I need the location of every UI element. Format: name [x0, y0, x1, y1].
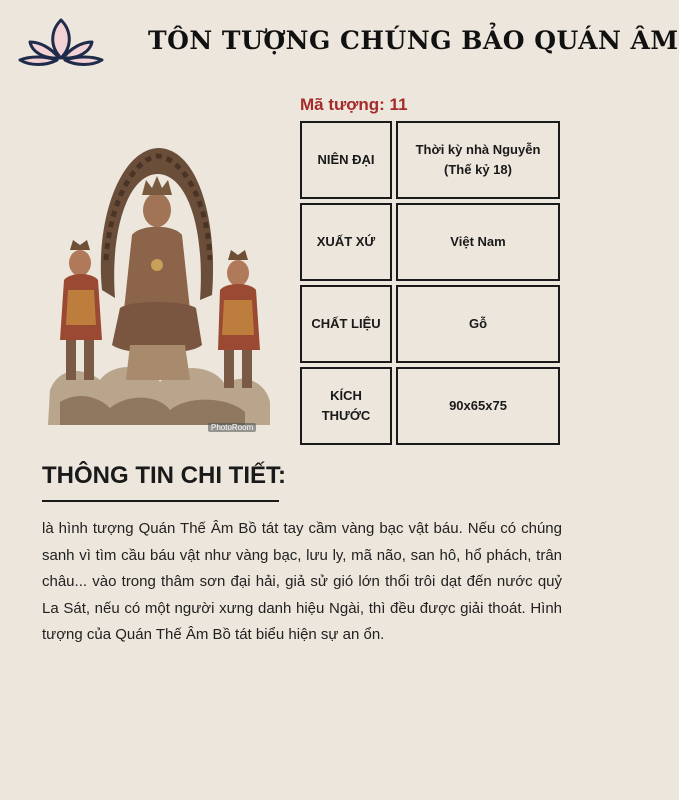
spec-row-material	[300, 285, 560, 363]
spec-value: Gỗ	[396, 285, 560, 363]
heading-divider	[42, 500, 279, 502]
spec-table	[296, 117, 564, 449]
page-title: TÔN TƯỢNG CHÚNG BẢO QUÁN ÂM	[148, 26, 679, 55]
spec-value-line: Thời kỳ nhà Nguyễn	[415, 142, 541, 157]
spec-label: NIÊN ĐẠI	[300, 121, 392, 199]
statue-code-label: Mã tượng: 11	[300, 95, 408, 114]
spec-row-origin	[300, 203, 560, 281]
photo-watermark: PhotoRoom	[208, 423, 256, 432]
details-heading: THÔNG TIN CHI TIẾT:	[42, 462, 286, 489]
statue-image	[40, 140, 275, 440]
lotus-icon	[16, 12, 106, 72]
spec-value	[396, 121, 560, 199]
details-body: là hình tượng Quán Thế Âm Bồ tát tay cầm vàng bạc vật báu. Nếu có chúng sanh vì tìm cầu báu vật như vàng bạc, lưu ly, mã não, san hô, hổ phách, trân châu... vào trong thâm sơn đại hải, giả sử gió lớn thổi trôi dạt đến nước quỷ La Sát, nếu có một người xưng danh hiệu Ngài, thì đều được giải thoát. Hình tượng của Quán Thế Âm Bồ tát biểu hiện sự an ổn.	[42, 520, 562, 643]
spec-label: CHẤT LIỆU	[300, 285, 392, 363]
spec-row-era	[300, 121, 560, 199]
spec-label: KÍCH THƯỚC	[300, 367, 392, 445]
spec-row-size	[300, 367, 560, 445]
spec-value: Việt Nam	[396, 203, 560, 281]
spec-value: 90x65x75	[396, 367, 560, 445]
spec-label: XUẤT XỨ	[300, 203, 392, 281]
spec-value-line: (Thế kỷ 18)	[444, 162, 512, 177]
